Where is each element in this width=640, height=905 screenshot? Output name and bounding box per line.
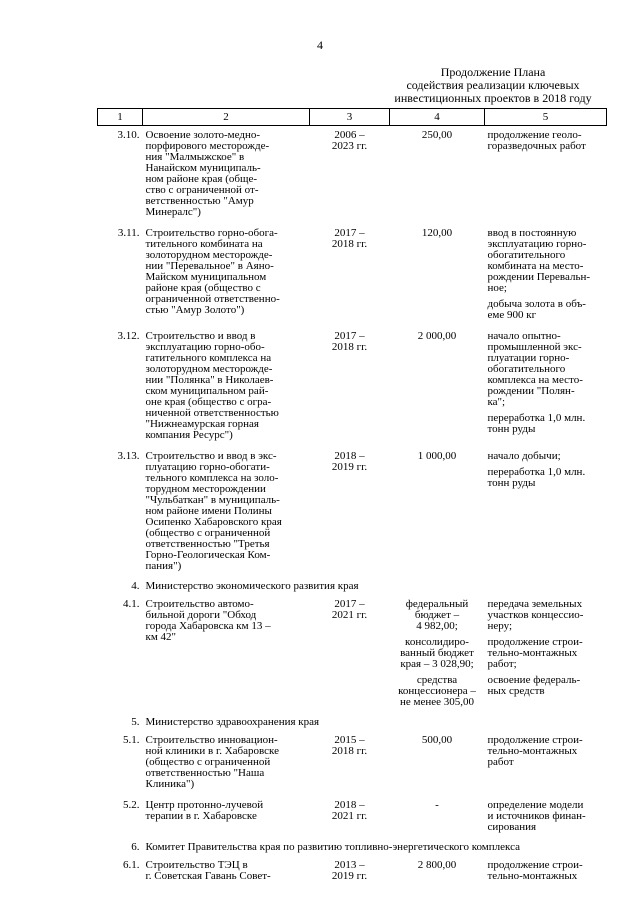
item-number: 3.11. [117,227,140,239]
project-name-line: Осипенко Хабаровского края [145,516,282,528]
period-line: 2017 – [334,227,365,239]
result-line: продолжение строи- [487,636,583,648]
project-name-line: города Хабаровска км 13 – [145,620,271,632]
result-line: добыча золота в объ- [487,298,586,310]
project-name-line: золоторудном месторожде- [145,363,273,375]
table-row [98,796,607,839]
cost-line: не менее 305,00 [399,696,474,708]
item-number: 3.10. [117,129,140,141]
cost-line: 250,00 [421,129,453,141]
result-line: ных средств [487,685,545,697]
project-name-cell [143,731,310,796]
project-name-line: гатительного комплекса на [145,352,272,364]
result-group [488,299,604,321]
cost-line: концессионера – [398,685,476,697]
cost-cell [390,731,485,796]
period-line: 2018 гг. [331,745,368,757]
item-number: 5.1. [123,734,140,746]
period-cell [310,796,390,839]
cost-line: 2 800,00 [417,859,457,871]
project-name-line: ном районе имени Полины [145,505,272,517]
project-name-line: (общество с ограниченной [145,527,271,539]
result-line: ввод в постоянную [487,227,577,239]
project-name-cell [143,856,310,888]
result-line: тельно-монтажных [487,870,578,882]
period-line: 2013 – [334,859,365,871]
project-name-line: компания Ресурс") [145,429,233,441]
project-name-line: ветственностью "Амур [145,195,254,207]
cost-group [393,451,482,462]
table-row [98,447,607,578]
project-name-line: Минералс") [145,206,201,218]
table-row [98,595,607,714]
period-line: 2015 – [334,734,365,746]
cost-line: федеральный [405,598,469,610]
section-number: 5. [131,716,140,728]
project-name-line: Строительство ТЭЦ в [145,859,248,871]
result-line: работ [487,756,514,768]
item-number: 5.2. [123,799,140,811]
cost-line: края – 3 028,90; [400,658,474,670]
result-cell [485,327,607,447]
cost-line: ванный бюджет [400,647,474,659]
period-line: 2006 – [334,129,365,141]
project-name-line: терапии в г. Хабаровске [145,810,257,822]
section-number: 6. [131,841,140,853]
section-row [98,839,607,856]
result-line: рождении Перевальн- [487,271,591,283]
project-name-line: районе края (общество с [145,282,261,294]
project-name-line: ния "Малмыжское" в [145,151,245,163]
cost-line: консолидиро- [405,636,469,648]
project-name-line: Строительство и ввод в экс- [145,450,277,462]
result-line: тонн руды [487,423,536,435]
period-cell [310,224,390,327]
section-title: Комитет Правительства края по развитию топливно-энергетического комплекса [145,841,520,853]
project-name-line: плуатацию горно-обогати- [145,461,270,473]
column-header-3: 3 [310,109,390,126]
result-line: переработка 1,0 млн. [487,466,586,478]
project-name-line: ответственностью "Наша [145,767,265,779]
result-line: продолжение геоло- [487,129,582,141]
continuation-line: инвестиционных проектов в 2018 году [394,91,592,105]
column-header-5: 5 [485,109,607,126]
project-name-line: тельного комплекса на золо- [145,472,279,484]
result-line: передача земельных [487,598,583,610]
period-line: 2019 гг. [331,461,368,473]
project-name-line: "Чульбаткан" в муниципаль- [145,494,280,506]
project-name-line: ном районе края (обще- [145,173,257,185]
result-line: работ; [487,658,517,670]
cost-group [393,331,482,342]
project-name-line: порфирового месторожде- [145,140,270,152]
result-line: тонн руды [487,477,536,489]
project-name-line: Строительство горно-обога- [145,227,278,239]
period-cell [310,731,390,796]
result-group [488,675,604,697]
section-title: Министерство экономического развития края [145,580,359,592]
project-name-line: ограниченной ответственно- [145,293,280,305]
project-name-line: Строительство автомо- [145,598,254,610]
cost-line: средства [416,674,458,686]
project-name-line: стью "Амур Золото") [145,304,245,316]
cost-group [393,860,482,871]
result-cell [485,796,607,839]
result-line: обогатительного [487,363,566,375]
cost-cell [390,327,485,447]
result-line: рождении "Полян- [487,385,575,397]
project-name-cell [143,126,310,225]
section-row [98,578,607,595]
project-name-line: Строительство инновацион- [145,734,278,746]
cost-cell [390,595,485,714]
project-name-line: Нанайском муниципаль- [145,162,261,174]
period-line: 2017 – [334,330,365,342]
cost-cell [390,447,485,578]
cost-line: 500,00 [421,734,453,746]
cost-cell [390,796,485,839]
project-name-line: оне края (общество с огра- [145,396,272,408]
project-name-line: ство с ограниченной от- [145,184,259,196]
result-cell [485,447,607,578]
continuation-heading [380,66,606,105]
project-name-cell [143,224,310,327]
result-line: тельно-монтажных [487,745,578,757]
table-row [98,126,607,225]
result-line: освоение федераль- [487,674,581,686]
cost-line: бюджет – [414,609,460,621]
column-header-2: 2 [143,109,310,126]
result-group [488,599,604,632]
result-group [488,130,604,152]
table-row [98,856,607,888]
cost-cell [390,856,485,888]
result-line: определение модели [487,799,584,811]
project-name-line: Майском муниципальном [145,271,267,283]
result-group [488,637,604,670]
result-cell [485,126,607,225]
result-line: начало добычи; [487,450,561,462]
project-name-line: г. Советская Гавань Совет- [145,870,271,882]
project-name-line: эксплуатацию горно-обо- [145,341,265,353]
result-line: неру; [487,620,513,632]
result-line: участков концессио- [487,609,584,621]
continuation-line: Продолжение Плана [440,65,546,79]
item-number: 4.1. [123,598,140,610]
result-line: тельно-монтажных [487,647,578,659]
result-line: ное; [487,282,507,294]
project-name-cell [143,595,310,714]
project-name-line: Центр протонно-лучевой [145,799,264,811]
table-row [98,327,607,447]
project-name-line: "Нижнеамурская горная [145,418,259,430]
project-name-line: ной клиники в г. Хабаровске [145,745,279,757]
project-name-line: (общество с ограниченной [145,756,271,768]
result-line: промышленной экс- [487,341,582,353]
cost-group [393,130,482,141]
section-number: 4. [131,580,140,592]
project-name-line: золоторудном месторожде- [145,249,273,261]
item-number: 3.13. [117,450,140,462]
result-line: обогатительного [487,249,566,261]
project-name-line: ском муниципальном рай- [145,385,269,397]
result-line: сирования [487,821,537,833]
project-name-cell [143,796,310,839]
cost-group [393,675,482,708]
result-group [488,735,604,768]
column-header-1: 1 [98,109,143,126]
cost-line: - [435,799,439,811]
result-line: горазведочных работ [487,140,586,152]
cost-group [393,637,482,670]
project-name-cell [143,327,310,447]
period-line: 2018 гг. [331,341,368,353]
period-line: 2018 – [334,450,365,462]
result-line: и источников финан- [487,810,586,822]
result-line: начало опытно- [487,330,561,342]
period-line: 2018 – [334,799,365,811]
column-header-4: 4 [390,109,485,126]
project-name-cell [143,447,310,578]
period-cell [310,447,390,578]
project-name-line: Освоение золото-медно- [145,129,261,141]
result-cell [485,731,607,796]
table-row [98,224,607,327]
period-cell [310,126,390,225]
cost-line: 120,00 [421,227,453,239]
project-name-line: торудном месторождении [145,483,266,495]
result-group [488,413,604,435]
project-name-line: бильной дороги "Обход [145,609,257,621]
result-line: еме 900 кг [487,309,537,321]
result-line: продолжение строи- [487,734,583,746]
period-cell [310,595,390,714]
project-name-line: тительного комбината на [145,238,263,250]
period-line: 2019 гг. [331,870,368,882]
period-line: 2021 гг. [331,810,368,822]
cost-line: 2 000,00 [417,330,457,342]
header-row [98,109,607,126]
result-group [488,800,604,833]
cost-line: 4 982,00; [416,620,458,632]
result-cell [485,856,607,888]
result-line: ка"; [487,396,506,408]
result-group [488,451,604,462]
plan-table [97,108,607,888]
item-number: 3.12. [117,330,140,342]
result-group [488,331,604,408]
result-group [488,467,604,489]
item-number: 6.1. [123,859,140,871]
result-line: плуатации горно- [487,352,570,364]
project-name-line: Клиника") [145,778,195,790]
result-cell [485,224,607,327]
cost-group [393,735,482,746]
table-row [98,731,607,796]
period-cell [310,856,390,888]
result-group [488,228,604,294]
period-line: 2021 гг. [331,609,368,621]
result-line: переработка 1,0 млн. [487,412,586,424]
period-cell [310,327,390,447]
result-cell [485,595,607,714]
section-row [98,714,607,731]
cost-cell [390,126,485,225]
result-line: комплекса на место- [487,374,583,386]
result-line: продолжение строи- [487,859,583,871]
plan-table-body [98,126,607,889]
project-name-line: км 42" [145,631,177,643]
project-name-line: Строительство и ввод в [145,330,256,342]
result-group [488,860,604,882]
cost-group [393,800,482,811]
project-name-line: нии "Полянка" в Николаев- [145,374,274,386]
result-line: комбината на место- [487,260,584,272]
project-name-line: ниченной ответственностью [145,407,279,419]
section-title: Министерство здравоохранения края [145,716,320,728]
period-line: 2018 гг. [331,238,368,250]
project-name-line: ответственностью "Третья [145,538,270,550]
result-line: эксплуатацию горно- [487,238,587,250]
cost-cell [390,224,485,327]
project-name-line: нии "Перевальное" в Аяно- [145,260,274,272]
continuation-line: содействия реализации ключевых [406,78,580,92]
period-line: 2017 – [334,598,365,610]
project-name-line: Горно-Геологическая Ком- [145,549,271,561]
cost-line: 1 000,00 [417,450,457,462]
period-line: 2023 гг. [331,140,368,152]
project-name-line: пания") [145,560,182,572]
cost-group [393,228,482,239]
page-number: 4 [317,38,323,52]
cost-group [393,599,482,632]
